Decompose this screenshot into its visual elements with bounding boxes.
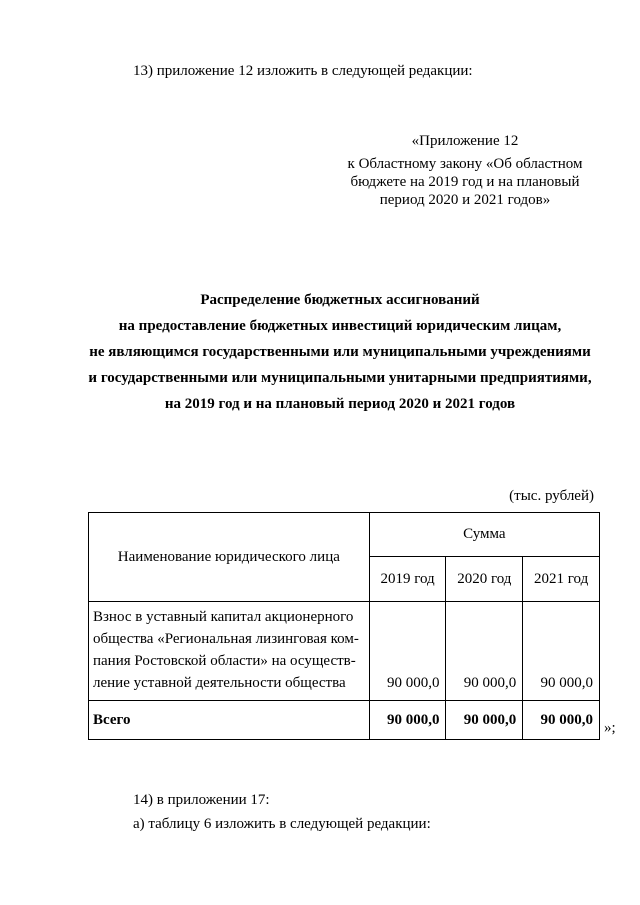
closing-quote: »; [604,720,616,736]
table-total-row [89,701,600,740]
row-value-2020: 90 000,0 [446,602,523,701]
header-year: 2020 год [446,557,523,602]
budget-table [88,512,600,740]
annex-line: к Областному закону «Об областном [347,156,583,172]
title-line: Распределение бюджетных ассигнований [200,292,480,308]
total-value-2019: 90 000,0 [369,701,446,740]
row-name-line: общества «Региональная лизинговая ком- [93,631,359,647]
units-label: (тыс. рублей) [509,488,594,504]
total-value-2021: 90 000,0 [523,701,600,740]
annex-line: период 2020 и 2021 годов» [379,192,551,208]
title-line: на 2019 год и на плановый период 2020 и 2021 годов [164,396,516,412]
title-line: и государственными или муниципальными унитарными предприятиями, [88,370,592,386]
header-name: Наименование юридического лица [89,513,370,602]
title-line: на предоставление бюджетных инвестиций юридическим лицам, [118,318,562,334]
header-year: 2019 год [369,557,446,602]
paragraph-14: 14) в приложении 17: [133,792,270,808]
annex-line: бюджете на 2019 год и на плановый [350,174,580,190]
row-name-line: ление уставной деятельности общества [93,675,346,691]
table-header-row [89,513,600,557]
total-value-2020: 90 000,0 [446,701,523,740]
header-year: 2021 год [523,557,600,602]
paragraph-14a: а) таблицу 6 изложить в следующей редакции: [133,816,431,832]
row-value-2021: 90 000,0 [523,602,600,701]
intro-paragraph: 13) приложение 12 изложить в следующей редакции: [133,63,473,79]
header-sum: Сумма [369,513,599,557]
total-label: Всего [89,701,370,740]
annex-line: «Приложение 12 [411,133,519,149]
row-name [89,602,370,701]
row-value-2019: 90 000,0 [369,602,446,701]
title-line: не являющимся государственными или муниципальными учреждениями [89,344,591,360]
table-row [89,602,600,701]
row-name-line: пания Ростовской области» на осуществ- [93,653,356,669]
row-name-line: Взнос в уставный капитал акционерного [93,609,354,625]
